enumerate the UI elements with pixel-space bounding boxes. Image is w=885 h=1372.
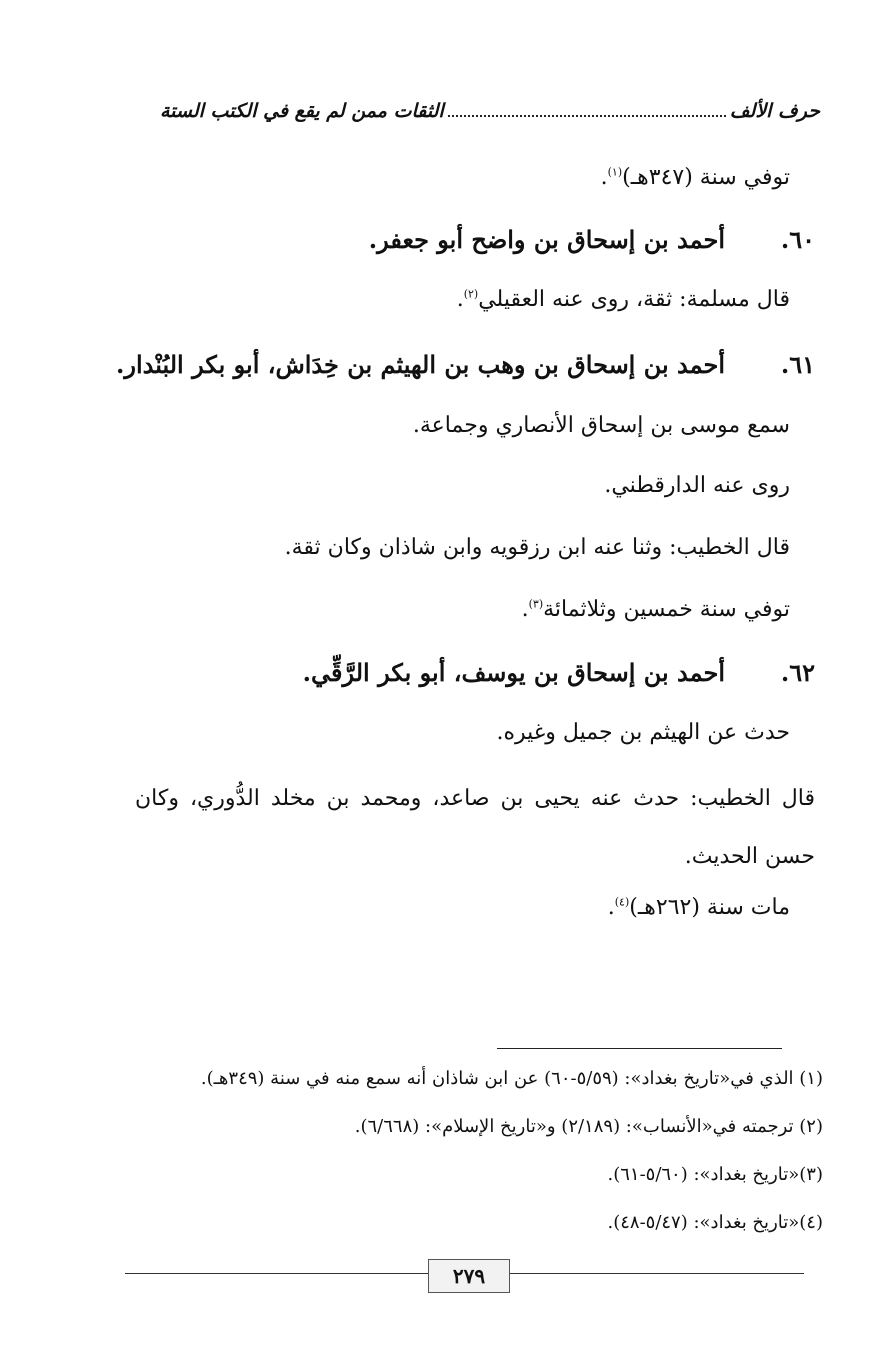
paragraph: سمع موسى بن إسحاق الأنصاري وجماعة. <box>412 413 790 438</box>
footnote: (١) الذي في«تاريخ بغداد»: (٥/٥٩-٦٠) عن ابن شاذان أنه سمع منه في سنة (٣٤٩هـ). <box>200 1068 823 1089</box>
footnote-ref-1[interactable]: (١) <box>607 165 623 179</box>
paragraph: قال مسلمة: ثقة، روى عنه العقيلي$^{(٢)}$. <box>456 287 790 312</box>
footer-rule-right <box>508 1273 804 1274</box>
death-year-paragraph: توفي سنة (٣٤٧هـ)$^{(١)}$. <box>600 165 790 190</box>
entry-62 <box>303 658 815 687</box>
entry-61 <box>116 350 815 379</box>
entry-60 <box>369 225 815 254</box>
paragraph: حدث عن الهيثم بن جميل وغيره. <box>496 720 790 745</box>
paragraph: قال الخطيب: حدث عنه يحيى بن صاعد، ومحمد بن مخلد الدُّوري، وكان حسن الحديث. <box>135 786 815 869</box>
header-chapter: حرف الألف <box>729 100 820 122</box>
footer-rule-left <box>125 1273 428 1274</box>
header-dotted-leader <box>448 115 726 117</box>
header-section: الثقات ممن لم يقع في الكتب الستة <box>160 100 444 122</box>
footnote-ref-3[interactable]: (٣) <box>528 597 544 611</box>
entry-number: ٦١. <box>780 350 815 379</box>
entry-title: أحمد بن إسحاق بن يوسف، أبو بكر الرَّقِّي. <box>302 658 725 687</box>
footnote: (٣)«تاريخ بغداد»: (٥/٦٠-٦١). <box>607 1164 823 1185</box>
entry-number: ٦٠. <box>780 225 815 254</box>
footnote: (٢) ترجمته في«الأنساب»: (٢/١٨٩) و«تاريخ الإسلام»: (٦/٦٦٨). <box>354 1116 823 1137</box>
page-number: ٢٧٩ <box>428 1259 510 1293</box>
paragraph: قال الخطيب: وثنا عنه ابن رزقويه وابن شاذان وكان ثقة. <box>284 535 790 560</box>
paragraph: روى عنه الدارقطني. <box>604 473 790 498</box>
footnote-ref-2[interactable]: (٢) <box>463 287 479 301</box>
running-header <box>160 100 820 123</box>
paragraph: مات سنة (٢٦٢هـ)$^{(٤)}$. <box>607 895 790 920</box>
footnote-separator <box>497 1048 782 1049</box>
footnote: (٤)«تاريخ بغداد»: (٥/٤٧-٤٨). <box>607 1212 823 1233</box>
entry-title: أحمد بن إسحاق بن وهب بن الهيثم بن خِدَاش، أبو بكر البُنْدار. <box>116 350 725 379</box>
footnote-ref-4[interactable]: (٤) <box>614 895 630 909</box>
entry-number: ٦٢. <box>780 658 815 687</box>
entry-title: أحمد بن إسحاق بن واضح أبو جعفر. <box>368 225 725 254</box>
paragraph: توفي سنة خمسين وثلاثمائة$^{(٣)}$. <box>521 597 790 622</box>
